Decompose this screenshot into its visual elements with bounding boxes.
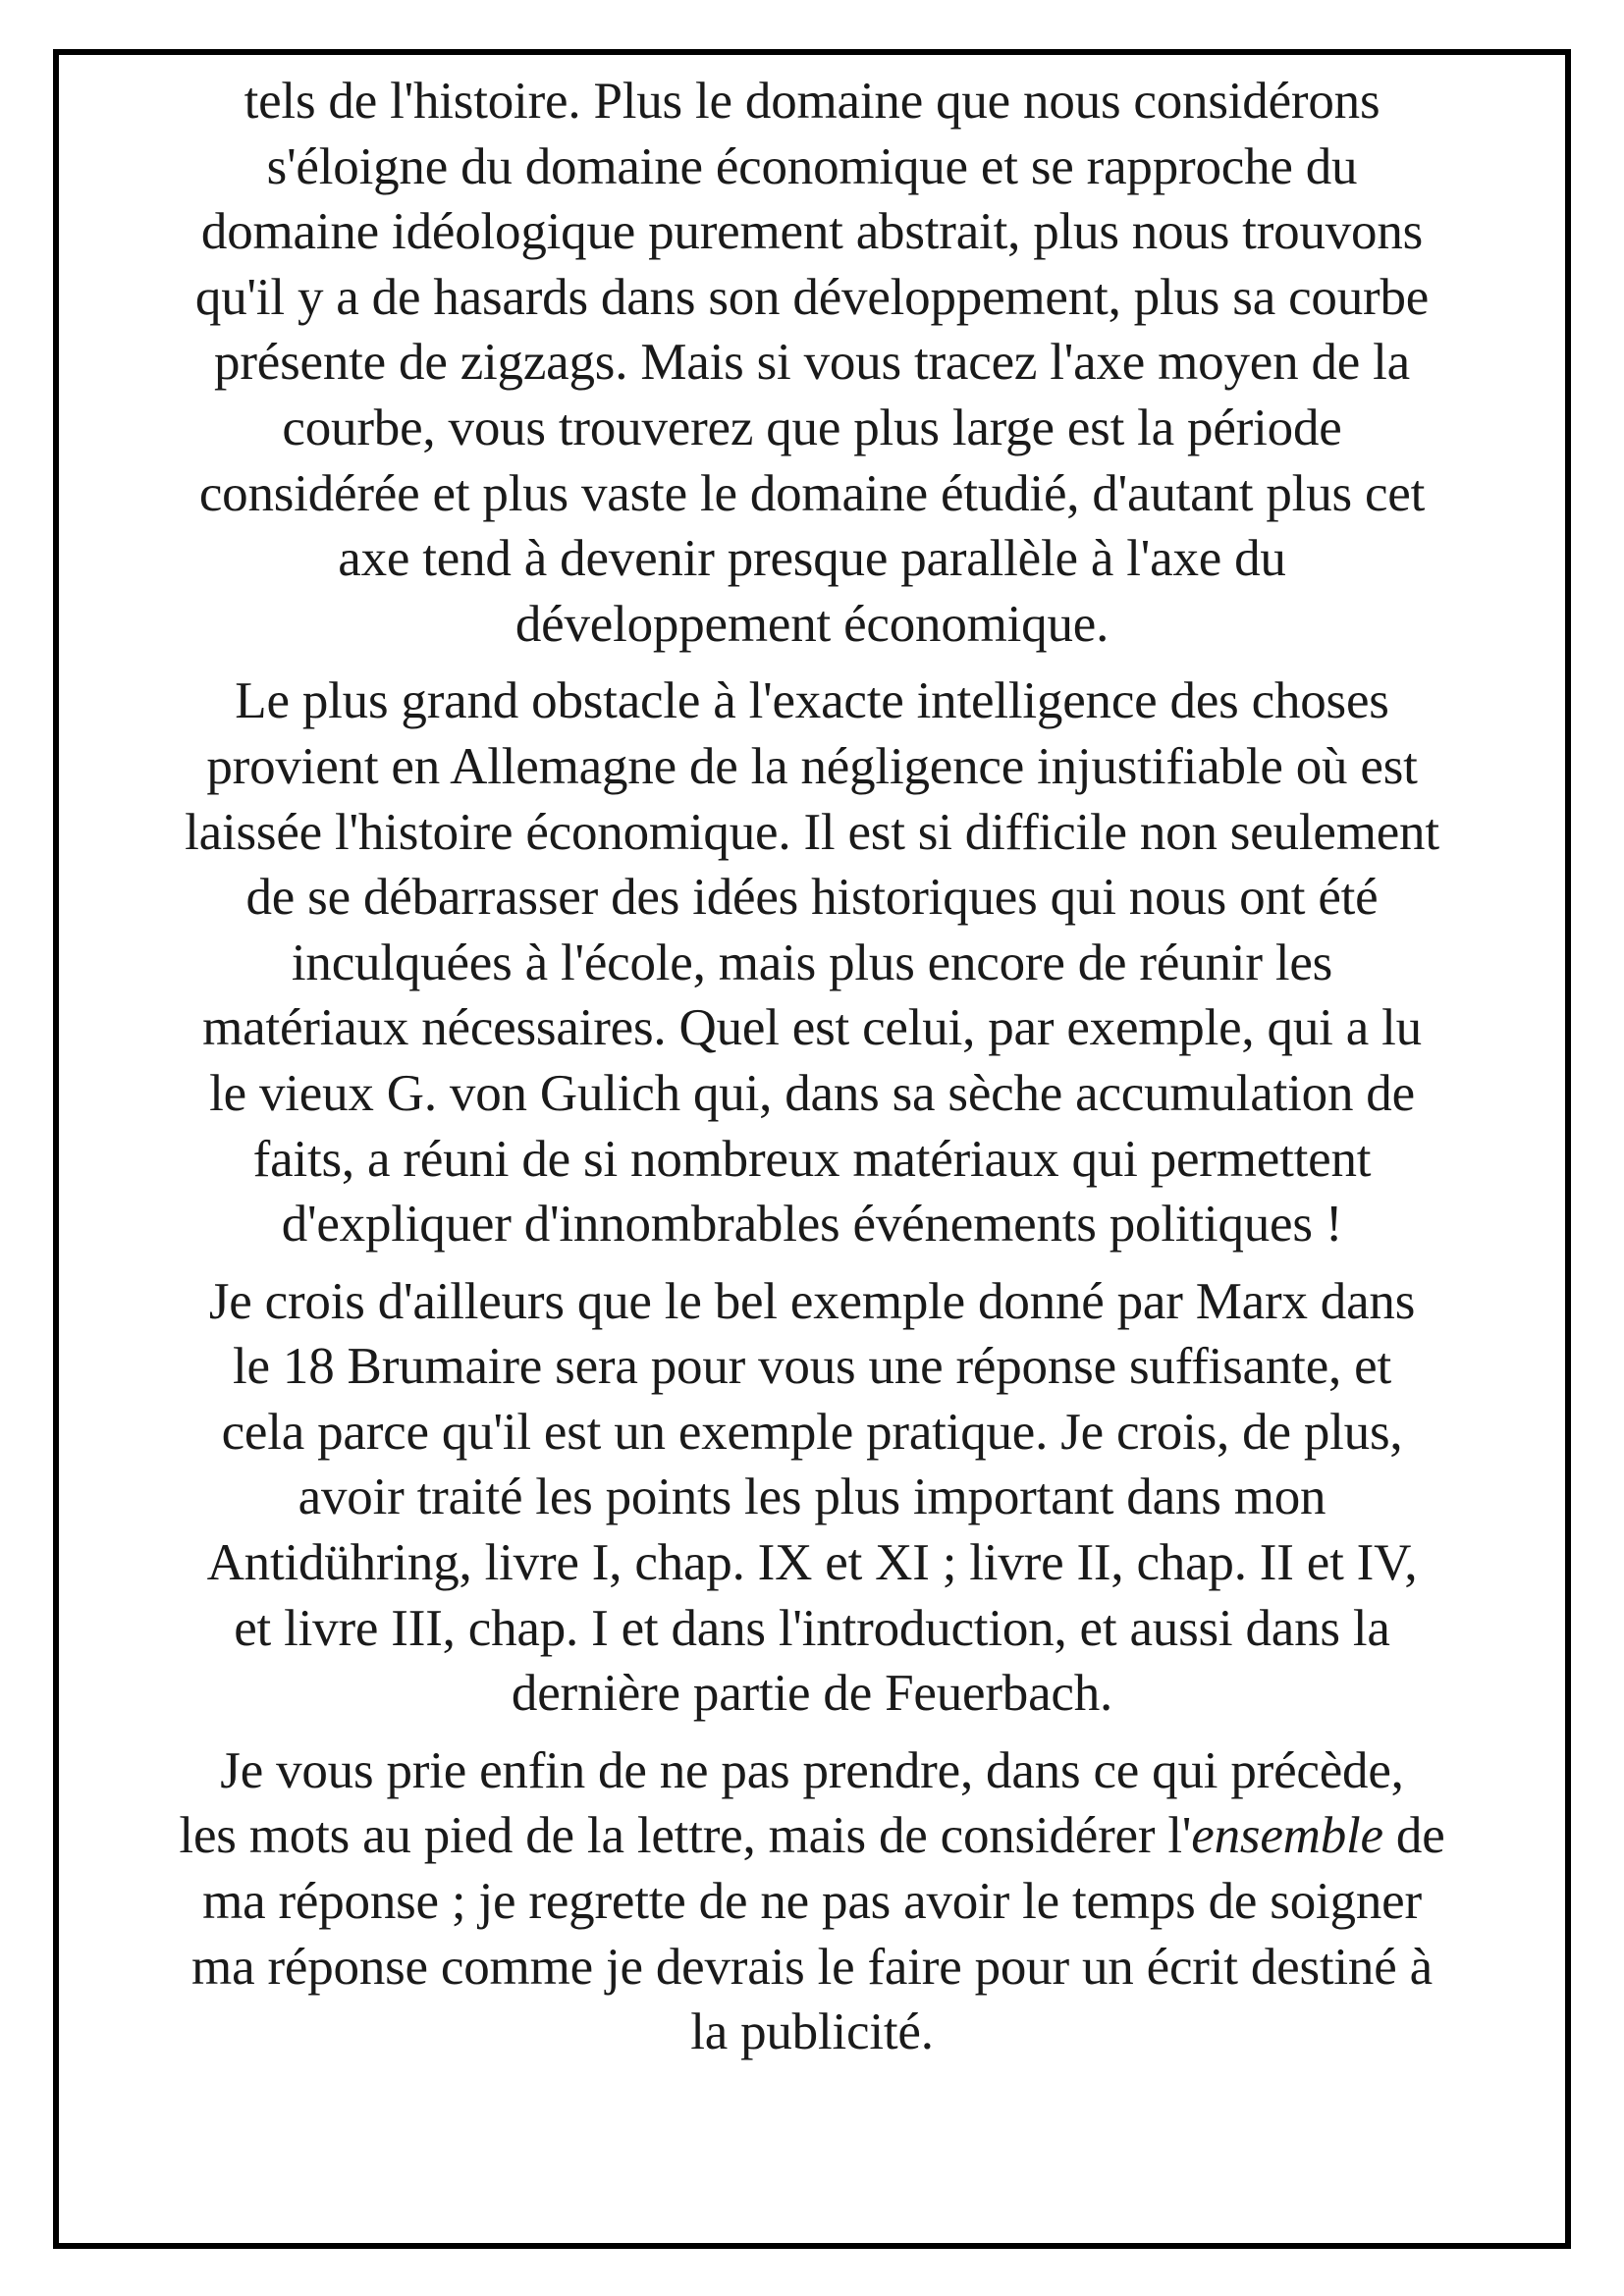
text-line: de se débarrasser des idées historiques qui nous ont été [245,869,1379,927]
text-line: considérée et plus vaste le domaine étudié, d'autant plus cet [198,464,1426,522]
text-line: faits, a réuni de si nombreux matériaux qui permettent [252,1130,1372,1188]
text-line: Je vous prie enfin de ne pas prendre, dans ce qui précède, [220,1741,1404,1799]
text-line: et livre III, chap. I et dans l'introduction, et aussi dans la [234,1599,1390,1657]
text-line: Le plus grand obstacle à l'exacte intelligence des choses [235,672,1389,730]
text-line: tels de l'histoire. Plus le domaine que nous considérons [244,73,1380,130]
text-line: domaine idéologique purement abstrait, plus nous trouvons [200,203,1424,261]
text-segment: les mots au pied de la lettre, mais de considérer l' [179,1807,1192,1865]
text-line: cela parce qu'il est un exemple pratique. Je crois, de plus, [221,1403,1403,1461]
text-line: le vieux G. von Gulich qui, dans sa sèche accumulation de [209,1064,1415,1122]
letter-text [61,69,1563,2077]
text-line-with-emphasis [61,1803,1563,1869]
text-line: provient en Allemagne de la négligence injustifiable où est [206,737,1418,795]
text-line: présente de zigzags. Mais si vous tracez l'axe moyen de la [214,334,1410,392]
text-line: avoir traité les points les plus important dans mon [298,1468,1326,1526]
text-line: développement économique. [514,595,1110,653]
text-line: Je crois d'ailleurs que le bel exemple donné par Marx dans [208,1272,1416,1330]
text-line: la publicité. [690,2003,934,2061]
text-line: s'éloigne du domaine économique et se rapproche du [266,137,1358,195]
text-line: le 18 Brumaire sera pour vous une réponse suffisante, et [233,1338,1391,1396]
text-line: d'expliquer d'innombrables événements politiques ! [281,1196,1343,1254]
paragraph-4 [61,1738,1563,2065]
text-segment: de [1382,1807,1445,1865]
text-line: dernière partie de Feuerbach. [511,1665,1113,1723]
paragraph-1 [61,69,1563,657]
text-line: matériaux nécessaires. Quel est celui, par exemple, qui a lu [202,999,1422,1057]
text-line: laissée l'histoire économique. Il est si difficile non seulement [185,803,1439,861]
text-line: qu'il y a de hasards dans son développement, plus sa courbe [194,268,1430,326]
text-line: axe tend à devenir presque parallèle à l'axe du [338,530,1286,588]
text-line: ma réponse comme je devrais le faire pour un écrit destiné à [191,1938,1433,1996]
paragraph-3 [61,1269,1563,1727]
text-line: courbe, vous trouverez que plus large est la période [282,399,1342,456]
text-line: inculquées à l'école, mais plus encore de réunir les [291,934,1333,991]
paragraph-2 [61,668,1563,1256]
text-line: Antidühring, livre I, chap. IX et XI ; livre II, chap. II et IV, [206,1534,1418,1592]
text-line: ma réponse ; je regrette de ne pas avoir le temps de soigner [202,1873,1422,1931]
emphasized-word: ensemble [1191,1807,1383,1865]
